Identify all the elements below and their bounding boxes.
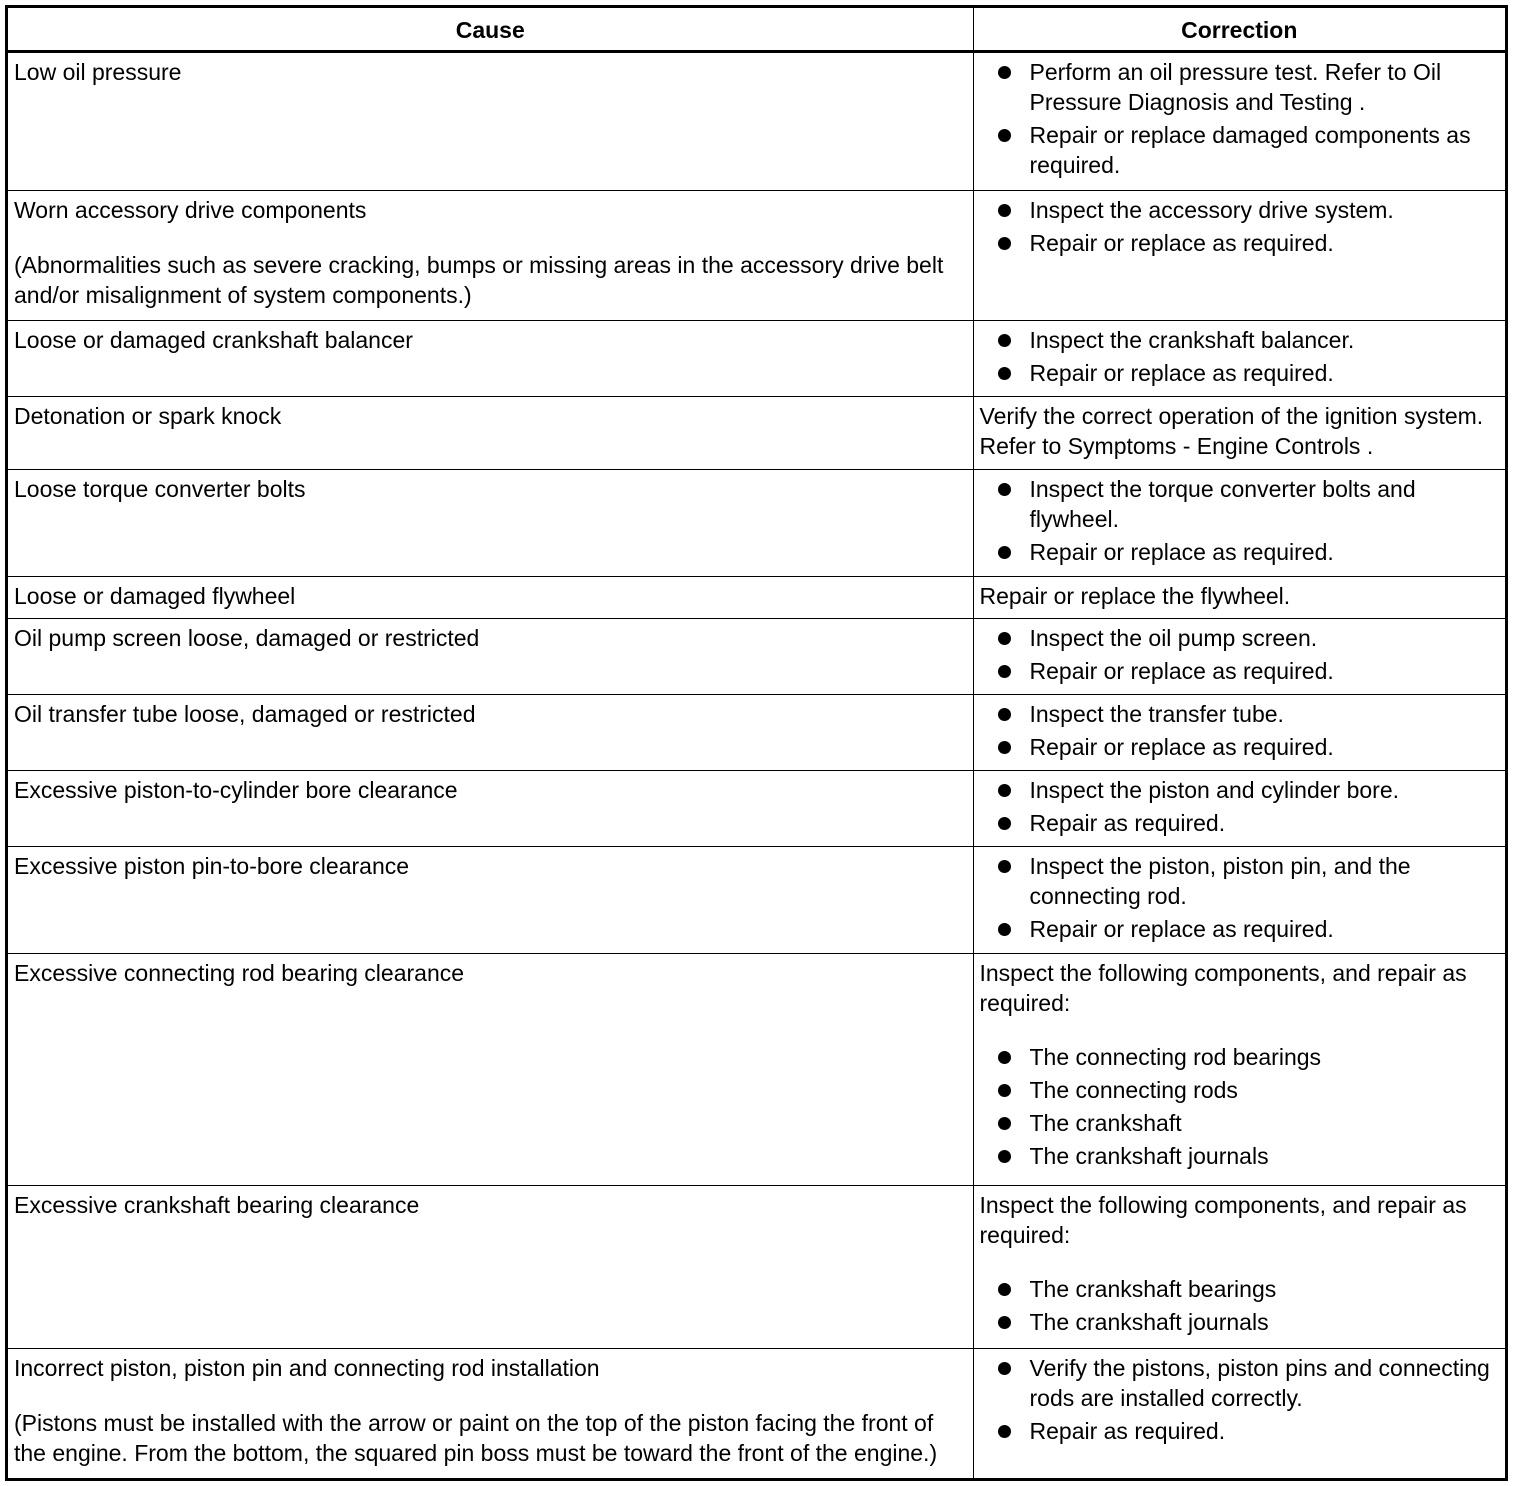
correction-list bbox=[980, 623, 1500, 686]
cause-cell bbox=[8, 470, 973, 577]
list-item bbox=[980, 1042, 1500, 1072]
list-item-text: Repair or replace as required. bbox=[1029, 230, 1334, 257]
cause-cell bbox=[8, 618, 973, 694]
bullet-icon bbox=[998, 1117, 1011, 1130]
list-item bbox=[980, 1416, 1500, 1446]
list-item bbox=[980, 1353, 1500, 1413]
table-header-row bbox=[8, 8, 1505, 52]
table-row bbox=[8, 397, 1505, 470]
correction-cell bbox=[973, 191, 1505, 321]
header-correction: Correction bbox=[973, 8, 1505, 52]
bullet-icon bbox=[998, 1316, 1011, 1329]
table-row bbox=[8, 470, 1505, 577]
correction-cell bbox=[973, 1185, 1505, 1348]
bullet-icon bbox=[998, 665, 1011, 678]
list-item bbox=[980, 195, 1500, 225]
list-item bbox=[980, 699, 1500, 729]
list-item-text: The connecting rod bearings bbox=[1029, 1043, 1322, 1070]
list-item-text: The crankshaft bbox=[1029, 1109, 1182, 1136]
cause-text: Excessive piston-to-cylinder bore clearance bbox=[14, 776, 458, 803]
cause-text: Detonation or spark knock bbox=[14, 403, 282, 430]
cause-text: Low oil pressure bbox=[14, 59, 182, 85]
list-item bbox=[980, 120, 1500, 180]
list-item-text: Inspect the torque converter bolts and flywheel. bbox=[1029, 476, 1416, 533]
table-row bbox=[8, 52, 1505, 191]
bullet-icon bbox=[998, 1425, 1011, 1438]
bullet-icon bbox=[998, 334, 1011, 347]
list-item-text: Perform an oil pressure test. Refer to Oil Pressure Diagnosis and Testing . bbox=[1029, 59, 1442, 115]
correction-list bbox=[980, 1042, 1500, 1171]
bullet-icon bbox=[998, 1283, 1011, 1296]
list-item-text: The crankshaft bearings bbox=[1029, 1275, 1277, 1302]
table-body bbox=[8, 52, 1505, 1479]
bullet-icon bbox=[998, 204, 1011, 217]
cause-cell bbox=[8, 953, 973, 1185]
bullet-icon bbox=[998, 546, 1011, 559]
list-item-text: The crankshaft journals bbox=[1029, 1308, 1269, 1335]
list-item-text: Repair or replace as required. bbox=[1029, 657, 1334, 684]
bullet-icon bbox=[998, 1362, 1011, 1375]
bullet-icon bbox=[998, 367, 1011, 380]
cause-cell bbox=[8, 694, 973, 770]
cause-text: Incorrect piston, piston pin and connecting rod installation bbox=[14, 1354, 600, 1381]
cause-text: Loose or damaged crankshaft balancer bbox=[14, 327, 413, 354]
correction-cell bbox=[973, 577, 1505, 619]
bullet-icon bbox=[998, 708, 1011, 721]
list-item bbox=[980, 57, 1500, 117]
table-row bbox=[8, 577, 1505, 619]
list-item-text: Repair or replace damaged components as required. bbox=[1029, 122, 1471, 178]
list-item-text: Inspect the transfer tube. bbox=[1029, 700, 1284, 727]
table-row bbox=[8, 953, 1505, 1185]
list-item-text: Repair or replace as required. bbox=[1029, 360, 1334, 387]
correction-cell bbox=[973, 397, 1505, 470]
list-item bbox=[980, 732, 1500, 762]
table-row bbox=[8, 694, 1505, 770]
list-item bbox=[980, 1108, 1500, 1138]
cause-text: Loose torque converter bolts bbox=[14, 476, 306, 503]
bullet-icon bbox=[998, 237, 1011, 250]
correction-list bbox=[980, 699, 1500, 762]
list-item bbox=[980, 623, 1500, 653]
correction-list bbox=[980, 851, 1500, 944]
correction-list bbox=[980, 1353, 1500, 1446]
correction-text: Verify the correct operation of the ignition system. Refer to Symptoms - Engine Controls . bbox=[979, 403, 1484, 460]
list-item bbox=[980, 228, 1500, 258]
table-row bbox=[8, 321, 1505, 397]
correction-cell bbox=[973, 846, 1505, 953]
cause-text: Excessive crankshaft bearing clearance bbox=[14, 1191, 420, 1218]
list-item bbox=[980, 325, 1500, 355]
correction-text: Repair or replace the flywheel. bbox=[979, 583, 1291, 610]
cause-text: Loose or damaged flywheel bbox=[14, 583, 296, 610]
bullet-icon bbox=[998, 817, 1011, 830]
correction-list bbox=[980, 195, 1500, 258]
list-item bbox=[980, 1274, 1500, 1304]
correction-list bbox=[980, 325, 1500, 388]
cause-text: Oil pump screen loose, damaged or restricted bbox=[14, 624, 480, 651]
table-row bbox=[8, 618, 1505, 694]
list-item-text: Inspect the piston, piston pin, and the connecting rod. bbox=[1029, 852, 1411, 909]
correction-cell bbox=[973, 52, 1505, 191]
cause-note: (Pistons must be installed with the arrow or paint on the top of the piston facing the front of the engine. From the bottom, the squared pin boss must be toward the front of the engine.) bbox=[14, 1409, 938, 1466]
diagnostic-table bbox=[8, 8, 1505, 1478]
list-item bbox=[980, 537, 1500, 567]
correction-list bbox=[980, 57, 1500, 180]
list-item bbox=[980, 851, 1500, 911]
list-item-text: Inspect the oil pump screen. bbox=[1029, 624, 1318, 651]
correction-list bbox=[980, 775, 1500, 838]
bullet-icon bbox=[998, 860, 1011, 873]
correction-list bbox=[980, 474, 1500, 567]
cause-text: Excessive piston pin-to-bore clearance bbox=[14, 852, 410, 879]
list-item bbox=[980, 1307, 1500, 1337]
bullet-icon bbox=[998, 923, 1011, 936]
correction-text: Inspect the following components, and repair as required: bbox=[979, 1191, 1467, 1248]
cause-cell bbox=[8, 397, 973, 470]
cause-cell bbox=[8, 1348, 973, 1478]
cause-text: Oil transfer tube loose, damaged or restricted bbox=[14, 700, 476, 727]
list-item-text: Inspect the accessory drive system. bbox=[1029, 197, 1394, 224]
bullet-icon bbox=[998, 741, 1011, 754]
correction-cell bbox=[973, 770, 1505, 846]
table-row bbox=[8, 191, 1505, 321]
list-item-text: Repair as required. bbox=[1029, 809, 1226, 836]
cause-text: Worn accessory drive components bbox=[14, 197, 367, 224]
correction-cell bbox=[973, 321, 1505, 397]
correction-cell bbox=[973, 618, 1505, 694]
table-row bbox=[8, 770, 1505, 846]
cause-text: Excessive connecting rod bearing clearance bbox=[14, 959, 465, 986]
list-item-text: Repair as required. bbox=[1029, 1417, 1226, 1444]
header-cause: Cause bbox=[8, 8, 973, 52]
diagnostic-table-container bbox=[5, 5, 1508, 1481]
cause-cell bbox=[8, 191, 973, 321]
bullet-icon bbox=[998, 784, 1011, 797]
list-item bbox=[980, 358, 1500, 388]
bullet-icon bbox=[998, 483, 1011, 496]
list-item bbox=[980, 775, 1500, 805]
list-item bbox=[980, 1075, 1500, 1105]
bullet-icon bbox=[998, 66, 1011, 79]
list-item-text: Inspect the piston and cylinder bore. bbox=[1029, 776, 1400, 803]
list-item bbox=[980, 1141, 1500, 1171]
list-item-text: Repair or replace as required. bbox=[1029, 539, 1334, 566]
list-item-text: The crankshaft journals bbox=[1029, 1142, 1269, 1169]
correction-cell bbox=[973, 470, 1505, 577]
cause-cell bbox=[8, 846, 973, 953]
correction-cell bbox=[973, 694, 1505, 770]
table-row bbox=[8, 1185, 1505, 1348]
cause-cell bbox=[8, 577, 973, 619]
cause-cell bbox=[8, 770, 973, 846]
bullet-icon bbox=[998, 129, 1011, 142]
list-item bbox=[980, 914, 1500, 944]
list-item-text: Verify the pistons, piston pins and connecting rods are installed correctly. bbox=[1029, 1354, 1490, 1411]
correction-cell bbox=[973, 1348, 1505, 1478]
bullet-icon bbox=[998, 1051, 1011, 1064]
correction-text: Inspect the following components, and repair as required: bbox=[979, 959, 1467, 1016]
cause-note: (Abnormalities such as severe cracking, bumps or missing areas in the accessory drive belt and/or misalignment of system components.) bbox=[14, 252, 944, 309]
list-item-text: Repair or replace as required. bbox=[1029, 915, 1334, 942]
list-item bbox=[980, 808, 1500, 838]
cause-cell bbox=[8, 52, 973, 191]
list-item-text: Repair or replace as required. bbox=[1029, 733, 1334, 760]
cause-cell bbox=[8, 321, 973, 397]
list-item bbox=[980, 656, 1500, 686]
correction-list bbox=[980, 1274, 1500, 1337]
cause-cell bbox=[8, 1185, 973, 1348]
list-item bbox=[980, 474, 1500, 534]
correction-cell bbox=[973, 953, 1505, 1185]
table-row bbox=[8, 846, 1505, 953]
bullet-icon bbox=[998, 1084, 1011, 1097]
table-row bbox=[8, 1348, 1505, 1478]
list-item-text: The connecting rods bbox=[1029, 1076, 1238, 1103]
bullet-icon bbox=[998, 1150, 1011, 1163]
bullet-icon bbox=[998, 632, 1011, 645]
list-item-text: Inspect the crankshaft balancer. bbox=[1029, 327, 1355, 354]
